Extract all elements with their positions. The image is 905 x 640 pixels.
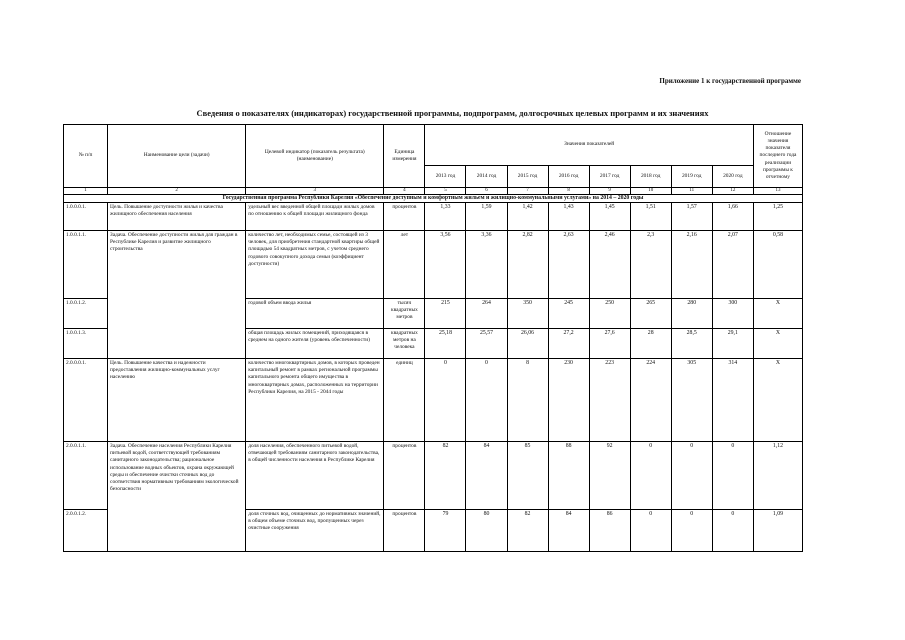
header-year: 2015 год [507, 166, 548, 188]
value-cell: 264 [466, 299, 507, 329]
value-cell: 265 [630, 299, 671, 329]
value-cell: 1,59 [466, 203, 507, 231]
value-cell: 25,18 [425, 329, 466, 359]
value-cell: 26,06 [507, 329, 548, 359]
value-cell: 1,45 [589, 203, 630, 231]
unit-cell: квадратных метров на человека [384, 329, 425, 359]
value-cell: 3,36 [466, 231, 507, 299]
header-goal: Наименование цели (задачи) [108, 125, 246, 188]
row-number: 1.0.0.0.1. [64, 203, 108, 231]
value-cell: 86 [589, 510, 630, 552]
indicator-cell: общая площадь жилых помещений, приходящаяся в среднем на одного жителя (уровень обеспеченности) [246, 329, 384, 359]
row-number: 1.0.0.1.2. [64, 299, 108, 329]
indicator-cell: годовой объем ввода жилья [246, 299, 384, 329]
value-cell: 27,6 [589, 329, 630, 359]
indicator-cell: доля сточных вод, очищенных до нормативных значений, в общем объеме сточных вод, пропущенных через очистные сооружения [246, 510, 384, 552]
ratio-cell: X [753, 299, 802, 329]
value-cell: 2,3 [630, 231, 671, 299]
header-year: 2020 год [712, 166, 753, 188]
col-number: 2 [108, 188, 246, 195]
col-number: 12 [712, 188, 753, 195]
row-number: 1.0.0.1.3. [64, 329, 108, 359]
ratio-cell: 1,12 [753, 442, 802, 510]
header-year: 2014 год [466, 166, 507, 188]
goal-cell: Задача. Обеспечение доступности жилья для граждан в Республике Карелия и развитие жилищного строительства [108, 231, 246, 359]
header-indicator: Целевой индикатор (показатель результата) (наименование) [246, 125, 384, 188]
value-cell: 29,1 [712, 329, 753, 359]
goal-cell: Цель. Повышение доступности жилья и качества жилищного обеспечения населения [108, 203, 246, 231]
value-cell: 79 [425, 510, 466, 552]
value-cell: 0 [466, 359, 507, 442]
value-cell: 250 [589, 299, 630, 329]
col-number: 8 [548, 188, 589, 195]
unit-cell: процентов [384, 510, 425, 552]
value-cell: 8 [507, 359, 548, 442]
row-number: 2.0.0.1.1. [64, 442, 108, 510]
column-numbers-row [64, 188, 803, 195]
value-cell: 245 [548, 299, 589, 329]
value-cell: 25,57 [466, 329, 507, 359]
value-cell: 92 [589, 442, 630, 510]
value-cell: 28,5 [671, 329, 712, 359]
program-title: Государственная программа Республики Карелия «Обеспечение доступным и комфортным жильем и жилищно-коммунальными услугами» на 2014 – 2020 годы [64, 195, 803, 203]
col-number: 1 [64, 188, 108, 195]
program-title-row [64, 195, 803, 203]
value-cell: 85 [507, 442, 548, 510]
header-no: № п/п [64, 125, 108, 188]
unit-cell: процентов [384, 442, 425, 510]
header-row [64, 125, 803, 166]
value-cell: 0 [712, 442, 753, 510]
value-cell: 314 [712, 359, 753, 442]
value-cell: 1,42 [507, 203, 548, 231]
value-cell: 28 [630, 329, 671, 359]
value-cell: 223 [589, 359, 630, 442]
value-cell: 0 [630, 510, 671, 552]
header-unit: Единица измерения [384, 125, 425, 188]
value-cell: 1,51 [630, 203, 671, 231]
value-cell: 215 [425, 299, 466, 329]
unit-cell: лет [384, 231, 425, 299]
value-cell: 280 [671, 299, 712, 329]
value-cell: 82 [507, 510, 548, 552]
value-cell: 80 [466, 510, 507, 552]
indicators-table [63, 124, 803, 552]
value-cell: 0 [712, 510, 753, 552]
goal-cell: Цель. Повышение качества и надежности предоставления жилищно-коммунальных услуг населению [108, 359, 246, 442]
ratio-cell: 1,09 [753, 510, 802, 552]
appendix-note: Приложение 1 к государственной программе [659, 77, 801, 85]
value-cell: 0 [425, 359, 466, 442]
value-cell: 88 [548, 442, 589, 510]
value-cell: 2,46 [589, 231, 630, 299]
table-row [64, 359, 803, 442]
col-number: 10 [630, 188, 671, 195]
header-year: 2016 год [548, 166, 589, 188]
document-title: Сведения о показателях (индикаторах) государственной программы, подпрограмм, долгосрочных целевых программ и их значениях [196, 108, 709, 118]
header-year: 2013 год [425, 166, 466, 188]
value-cell: 305 [671, 359, 712, 442]
value-cell: 1,33 [425, 203, 466, 231]
col-number: 13 [753, 188, 802, 195]
indicator-cell: удельный вес введенной общей площади жилых домов по отношению к общей площади жилищного фонда [246, 203, 384, 231]
indicator-cell: количество лет, необходимых семье, состоящей из 3 человек, для приобретения стандартной квартиры общей площадью 54 квадратных метров, с учетом среднего годового совокупного дохода семьи (коэффициент доступности) [246, 231, 384, 299]
value-cell: 84 [466, 442, 507, 510]
value-cell: 82 [425, 442, 466, 510]
indicator-cell: количество многоквартирных домов, в которых проведен капитальный ремонт в рамках региональной программы капитального ремонта общего имущества в многоквартирных домах, расположенных на территории Республики Карелия, на 2015 - 2044 годы [246, 359, 384, 442]
value-cell: 84 [548, 510, 589, 552]
value-cell: 350 [507, 299, 548, 329]
value-cell: 2,82 [507, 231, 548, 299]
table-row [64, 203, 803, 231]
value-cell: 0 [630, 442, 671, 510]
header-values: Значения показателей [425, 125, 753, 166]
value-cell: 0 [671, 442, 712, 510]
header-year: 2019 год [671, 166, 712, 188]
value-cell: 2,07 [712, 231, 753, 299]
col-number: 4 [384, 188, 425, 195]
ratio-cell: 0,58 [753, 231, 802, 299]
value-cell: 2,63 [548, 231, 589, 299]
value-cell: 300 [712, 299, 753, 329]
col-number: 3 [246, 188, 384, 195]
value-cell: 0 [671, 510, 712, 552]
header-year: 2018 год [630, 166, 671, 188]
table-row [64, 442, 803, 510]
value-cell: 1,43 [548, 203, 589, 231]
header-year: 2017 год [589, 166, 630, 188]
value-cell: 27,2 [548, 329, 589, 359]
ratio-cell: X [753, 359, 802, 442]
row-number: 2.0.0.1.2. [64, 510, 108, 552]
col-number: 9 [589, 188, 630, 195]
ratio-cell: 1,25 [753, 203, 802, 231]
value-cell: 3,56 [425, 231, 466, 299]
value-cell: 1,66 [712, 203, 753, 231]
header-ratio: Отношение значения показателя последнего года реализации программы к отчетному [753, 125, 802, 188]
unit-cell: единиц [384, 359, 425, 442]
value-cell: 2,16 [671, 231, 712, 299]
value-cell: 224 [630, 359, 671, 442]
col-number: 7 [507, 188, 548, 195]
col-number: 11 [671, 188, 712, 195]
unit-cell: тысяч квадратных метров [384, 299, 425, 329]
col-number: 5 [425, 188, 466, 195]
row-number: 2.0.0.0.1. [64, 359, 108, 442]
table-row [64, 231, 803, 299]
goal-cell: Задача. Обеспечение населения Республики Карелия питьевой водой, соответствующей требованиям санитарного законодательства; рациональное использование водных объектов, охрана окружающей среды и обеспечение очистки сточных вод до соответствия нормативным требованиям экологической безопасности [108, 442, 246, 552]
indicator-cell: доля населения, обеспеченного питьевой водой, отвечающей требованиям санитарного законодательства, в общей численности населения в Республике Карелия [246, 442, 384, 510]
ratio-cell: X [753, 329, 802, 359]
value-cell: 1,57 [671, 203, 712, 231]
col-number: 6 [466, 188, 507, 195]
value-cell: 230 [548, 359, 589, 442]
unit-cell: процентов [384, 203, 425, 231]
row-number: 1.0.0.1.1. [64, 231, 108, 299]
